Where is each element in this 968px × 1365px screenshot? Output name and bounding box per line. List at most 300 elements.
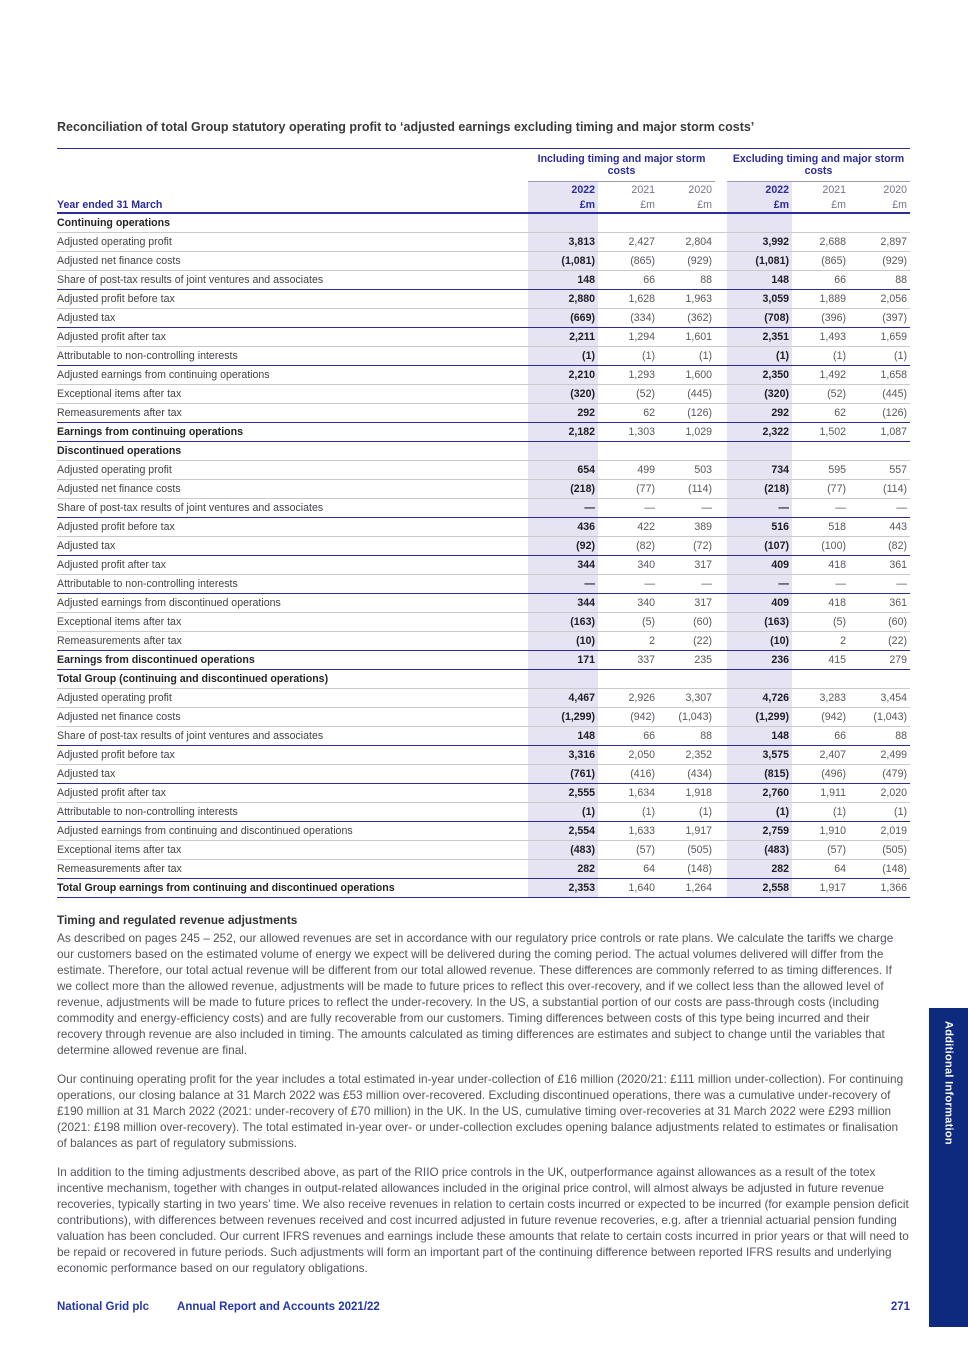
value-cell: (72): [693, 540, 712, 552]
value-cell: 2,210: [528, 366, 598, 384]
col-gap: [715, 197, 727, 212]
value-cell: 2,353: [528, 879, 598, 897]
total-row: [57, 423, 910, 442]
table-group-header-row: [57, 149, 910, 182]
col-gap: [715, 632, 727, 650]
row-label: Adjusted net finance costs: [57, 255, 181, 267]
value-cell: (22): [888, 635, 907, 647]
value-cell: (1): [833, 806, 846, 818]
col-gap: [715, 803, 727, 821]
value-cell: 62: [643, 407, 655, 419]
col-gap: [715, 594, 727, 612]
value-cell: (334): [630, 312, 655, 324]
value-cell: (100): [821, 540, 846, 552]
value-cell: 317: [694, 597, 712, 609]
group-header-gap: [715, 153, 727, 182]
value-cell: 66: [834, 730, 846, 742]
row-label: Adjusted profit after tax: [57, 787, 166, 799]
value-cell: 418: [828, 559, 846, 571]
value-cell: (218): [727, 480, 792, 498]
value-cell: (1,081): [727, 252, 792, 270]
value-cell: 1,600: [685, 369, 712, 381]
table-row: [57, 746, 910, 765]
year-header: 2022: [528, 182, 598, 197]
years-row-spacer: [57, 182, 528, 197]
value-cell: 292: [727, 404, 792, 422]
value-cell: 1,493: [819, 331, 846, 343]
value-cell: 2,897: [880, 236, 907, 248]
narrative-paragraph-3: In addition to the timing adjustments described above, as part of the RIIO price controls in the UK, outperformance against allowances as a result of the totex incentive mechanism, together with changes in output-related allowances included in the original price control, will almost always be adjusted in future revenue recoveries, typically starting in two years’ time. We also receive revenues in relation to certain costs incurred or expected to be incurred (for example pension deficit contributions), with differences between revenues received and cost incurred adjusted in future revenue recoveries, e.g. after a triennial actuarial pension funding valuation has been concluded. Our current IFRS revenues and earnings include these amounts that relate to certain costs incurred in prior years or that will need to be repaid or recovered in future periods. Such adjustments will form an important part of the continuing difference between reported IFRS results and underlying economic performance based on our regulatory obligations.: [57, 1165, 909, 1275]
value-cell: [849, 670, 910, 688]
row-label: Attributable to non-controlling interests: [57, 806, 238, 818]
table-row: [57, 518, 910, 537]
value-cell: (445): [882, 388, 907, 400]
row-label: Remeasurements after tax: [57, 635, 182, 647]
years-row: [57, 182, 910, 197]
value-cell: 1,303: [628, 426, 655, 438]
col-gap: [715, 233, 727, 251]
col-gap: [715, 347, 727, 365]
value-cell: (1): [528, 347, 598, 365]
value-cell: 88: [700, 730, 712, 742]
row-label: Adjusted net finance costs: [57, 711, 181, 723]
value-cell: —: [727, 575, 792, 593]
value-cell: (1): [528, 803, 598, 821]
year-header: 2020: [688, 183, 712, 196]
value-cell: (708): [727, 309, 792, 327]
table-row: [57, 309, 910, 328]
value-cell: 443: [889, 521, 907, 533]
value-cell: 1,264: [685, 882, 712, 894]
value-cell: —: [701, 502, 712, 514]
section-row: [57, 214, 910, 233]
value-cell: (929): [687, 255, 712, 267]
narrative-paragraph-2: Our continuing operating profit for the year includes a total estimated in-year under-collection of £16 million (2020/21: £111 million under-collection). For continuing operations, our closing balance at 31 March 2022 was £53 million over-recovered. Excluding discontinued operations, there was a cumulative under-recovery of £190 million at 31 March 2022 (2021: under-recovery of £70 million) in the UK. In the US, cumulative timing over-recoveries at 31 March 2022 were £293 million (2021: £198 million over-recovery). The total estimated in-year over- or under-collection excludes opening balance adjustments related to estimates or finalisation of balances as part of regulatory submissions.: [57, 1072, 904, 1150]
row-label: Adjusted earnings from continuing and discontinued operations: [57, 825, 353, 837]
value-cell: (505): [882, 844, 907, 856]
value-cell: 148: [528, 727, 598, 745]
value-cell: 2,056: [880, 293, 907, 305]
value-cell: (1): [699, 806, 712, 818]
col-gap: [715, 841, 727, 859]
year-header: 2022: [727, 182, 792, 197]
value-cell: 361: [889, 559, 907, 571]
value-cell: 4,726: [727, 689, 792, 707]
col-gap: [715, 442, 727, 460]
value-cell: 279: [889, 654, 907, 666]
row-label: Adjusted profit before tax: [57, 749, 175, 761]
table-row: [57, 708, 910, 727]
value-cell: 1,294: [628, 331, 655, 343]
value-cell: (92): [528, 537, 598, 555]
value-cell: 1,633: [628, 825, 655, 837]
value-cell: 2,804: [685, 236, 712, 248]
group-header-spacer: [57, 153, 528, 182]
unit-header: £m: [697, 198, 712, 211]
value-cell: 337: [637, 654, 655, 666]
value-cell: [598, 214, 658, 232]
table-row: [57, 784, 910, 803]
value-cell: (77): [636, 483, 655, 495]
table-body: [57, 214, 910, 898]
row-label: Adjusted tax: [57, 312, 116, 324]
row-label: Adjusted profit before tax: [57, 521, 175, 533]
value-cell: [727, 670, 792, 688]
value-cell: 557: [889, 464, 907, 476]
value-cell: (397): [882, 312, 907, 324]
value-cell: 1,502: [819, 426, 846, 438]
value-cell: 317: [694, 559, 712, 571]
value-cell: 66: [834, 274, 846, 286]
value-cell: [598, 442, 658, 460]
value-cell: 1,492: [819, 369, 846, 381]
value-cell: 3,059: [727, 290, 792, 308]
value-cell: 2,558: [727, 879, 792, 897]
row-label: Adjusted profit after tax: [57, 331, 166, 343]
value-cell: 88: [700, 274, 712, 286]
table-row: [57, 366, 910, 385]
value-cell: 2,760: [727, 784, 792, 802]
table-row: [57, 822, 910, 841]
value-cell: 1,640: [628, 882, 655, 894]
col-gap: [715, 385, 727, 403]
value-cell: [849, 214, 910, 232]
col-gap: [715, 461, 727, 479]
value-cell: 1,659: [880, 331, 907, 343]
value-cell: —: [701, 578, 712, 590]
value-cell: 2,688: [819, 236, 846, 248]
value-cell: (815): [727, 765, 792, 783]
row-label: Share of post-tax results of joint ventures and associates: [57, 502, 324, 514]
value-cell: (10): [727, 632, 792, 650]
row-label: Exceptional items after tax: [57, 844, 182, 856]
value-cell: (865): [630, 255, 655, 267]
col-gap: [715, 537, 727, 555]
additional-information-tab[interactable]: [929, 1008, 968, 1327]
row-label: Remeasurements after tax: [57, 407, 182, 419]
value-cell: 654: [528, 461, 598, 479]
value-cell: 2,926: [628, 692, 655, 704]
value-cell: 3,283: [819, 692, 846, 704]
col-gap: [715, 328, 727, 346]
value-cell: 503: [694, 464, 712, 476]
value-cell: —: [835, 578, 846, 590]
value-cell: [598, 670, 658, 688]
value-cell: [849, 442, 910, 460]
row-label: Share of post-tax results of joint ventures and associates: [57, 274, 324, 286]
value-cell: 361: [889, 597, 907, 609]
value-cell: 88: [895, 274, 907, 286]
table-row: [57, 233, 910, 252]
section-row: [57, 670, 910, 689]
col-gap: [715, 651, 727, 669]
row-label: Adjusted net finance costs: [57, 483, 181, 495]
footer-page-number: 271: [890, 1301, 910, 1313]
row-label: Earnings from continuing operations: [57, 426, 243, 438]
value-cell: (865): [821, 255, 846, 267]
row-label: Adjusted tax: [57, 768, 116, 780]
value-cell: 62: [834, 407, 846, 419]
value-cell: —: [896, 502, 907, 514]
value-cell: [727, 442, 792, 460]
row-label: Continuing operations: [57, 217, 170, 229]
value-cell: (362): [687, 312, 712, 324]
value-cell: (218): [528, 480, 598, 498]
value-cell: 344: [528, 556, 598, 574]
col-gap: [715, 480, 727, 498]
col-gap: [715, 556, 727, 574]
col-gap: [715, 252, 727, 270]
table-row: [57, 575, 910, 594]
row-label: Total Group earnings from continuing and discontinued operations: [57, 882, 395, 894]
table-row: [57, 556, 910, 575]
narrative-paragraph-1: As described on pages 245 – 252, our allowed revenues are set in accordance with our regulatory price controls or rate plans. We calculate the tariffs we charge our customers based on the estimated volume of energy we expect will be delivered during the coming period. The actual volumes delivered will differ from the estimate. Therefore, our total actual revenue will be different from our total allowed revenue. These differences are commonly referred to as timing differences. If we collect more than the allowed revenue, adjustments will be made to future prices to reflect this over-recovery, and if we collect less than the allowed level of revenue, adjustments will be made to future prices to reflect the under-recovery. In the US, a substantial portion of our costs are pass-through costs (including commodity and energy-efficiency costs) and are fully recoverable from our customers. Timing differences between costs of this type being incurred and their recovery through revenue are also included in timing. The amounts calculated as timing differences are estimates and subject to change until the variables that determine allowed revenue are final.: [57, 931, 894, 1057]
table-row: [57, 461, 910, 480]
value-cell: (148): [687, 863, 712, 875]
value-cell: 2,020: [880, 787, 907, 799]
value-cell: (483): [528, 841, 598, 859]
page-title: Reconciliation of total Group statutory operating profit to ‘adjusted earnings excluding timing and major storm costs’: [57, 120, 755, 134]
value-cell: —: [835, 502, 846, 514]
value-cell: [792, 670, 849, 688]
value-cell: 148: [727, 271, 792, 289]
value-cell: 1,601: [685, 331, 712, 343]
section-row: [57, 442, 910, 461]
value-cell: 2,351: [727, 328, 792, 346]
col-gap: [715, 271, 727, 289]
table-row: [57, 328, 910, 347]
value-cell: 292: [528, 404, 598, 422]
table-row: [57, 803, 910, 822]
value-cell: 66: [643, 274, 655, 286]
table-row: [57, 385, 910, 404]
value-cell: —: [896, 578, 907, 590]
group-header-including: Including timing and major storm costs: [528, 153, 715, 182]
col-gap: [715, 784, 727, 802]
value-cell: [658, 670, 715, 688]
year-header: 2020: [883, 183, 907, 196]
value-cell: 340: [637, 559, 655, 571]
value-cell: [792, 214, 849, 232]
value-cell: 518: [828, 521, 846, 533]
value-cell: (1): [894, 350, 907, 362]
unit-header: £m: [528, 197, 598, 212]
value-cell: (479): [882, 768, 907, 780]
row-label: Exceptional items after tax: [57, 388, 182, 400]
value-cell: (669): [528, 309, 598, 327]
row-label: Attributable to non-controlling interests: [57, 578, 238, 590]
value-cell: 1,628: [628, 293, 655, 305]
value-cell: 64: [643, 863, 655, 875]
value-cell: (1,081): [528, 252, 598, 270]
value-cell: 2: [649, 635, 655, 647]
footer-company-name: National Grid plc: [57, 1301, 150, 1313]
value-cell: 3,992: [727, 233, 792, 251]
value-cell: 516: [727, 518, 792, 536]
additional-information-tab-label: Additional Information: [942, 1021, 955, 1145]
col-gap: [715, 727, 727, 745]
value-cell: 3,575: [727, 746, 792, 764]
value-cell: 2,407: [819, 749, 846, 761]
col-gap: [715, 765, 727, 783]
col-gap: [715, 822, 727, 840]
value-cell: 344: [528, 594, 598, 612]
value-cell: 88: [895, 730, 907, 742]
table-row: [57, 765, 910, 784]
row-label: Exceptional items after tax: [57, 616, 182, 628]
unit-header: £m: [727, 197, 792, 212]
value-cell: 1,917: [819, 882, 846, 894]
value-cell: —: [644, 502, 655, 514]
value-cell: 2,211: [528, 328, 598, 346]
value-cell: (10): [528, 632, 598, 650]
value-cell: (320): [727, 385, 792, 403]
value-cell: 3,307: [685, 692, 712, 704]
value-cell: 66: [643, 730, 655, 742]
value-cell: (163): [528, 613, 598, 631]
table-row: [57, 727, 910, 746]
col-gap: [715, 182, 727, 197]
row-label: Remeasurements after tax: [57, 863, 182, 875]
value-cell: 340: [637, 597, 655, 609]
value-cell: (126): [882, 407, 907, 419]
row-label: Adjusted earnings from discontinued operations: [57, 597, 281, 609]
value-cell: (942): [821, 711, 846, 723]
value-cell: (52): [827, 388, 846, 400]
value-cell: (163): [727, 613, 792, 631]
value-cell: 235: [694, 654, 712, 666]
value-cell: 422: [637, 521, 655, 533]
value-cell: 2,182: [528, 423, 598, 441]
value-cell: (22): [693, 635, 712, 647]
value-cell: (60): [693, 616, 712, 628]
row-label: Adjusted profit after tax: [57, 559, 166, 571]
value-cell: 1,293: [628, 369, 655, 381]
value-cell: —: [727, 499, 792, 517]
row-label: Adjusted earnings from continuing operations: [57, 369, 270, 381]
col-gap: [715, 499, 727, 517]
value-cell: (107): [727, 537, 792, 555]
total-row: [57, 879, 910, 898]
col-gap: [715, 404, 727, 422]
value-cell: 4,467: [528, 689, 598, 707]
row-label: Adjusted operating profit: [57, 464, 172, 476]
value-cell: 436: [528, 518, 598, 536]
value-cell: 2,554: [528, 822, 598, 840]
value-cell: (320): [528, 385, 598, 403]
table-row: [57, 404, 910, 423]
row-label: Discontinued operations: [57, 445, 182, 457]
table-row: [57, 537, 910, 556]
value-cell: [658, 442, 715, 460]
value-cell: (483): [727, 841, 792, 859]
col-gap: [715, 309, 727, 327]
value-cell: (1): [727, 347, 792, 365]
value-cell: (126): [687, 407, 712, 419]
value-cell: 2,427: [628, 236, 655, 248]
value-cell: 409: [727, 594, 792, 612]
value-cell: 499: [637, 464, 655, 476]
value-cell: 148: [528, 271, 598, 289]
col-gap: [715, 290, 727, 308]
value-cell: 2,555: [528, 784, 598, 802]
value-cell: (1): [833, 350, 846, 362]
value-cell: 409: [727, 556, 792, 574]
value-cell: (114): [688, 483, 712, 495]
value-cell: (57): [636, 844, 655, 856]
row-label: Adjusted operating profit: [57, 692, 172, 704]
col-gap: [715, 518, 727, 536]
value-cell: 148: [727, 727, 792, 745]
value-cell: 389: [694, 521, 712, 533]
col-gap: [715, 746, 727, 764]
value-cell: 1,917: [685, 825, 712, 837]
value-cell: 734: [727, 461, 792, 479]
value-cell: 418: [828, 597, 846, 609]
unit-header: £m: [831, 198, 846, 211]
unit-header: £m: [640, 198, 655, 211]
table-row: [57, 613, 910, 632]
value-cell: (5): [642, 616, 655, 628]
value-cell: —: [528, 575, 598, 593]
value-cell: (60): [888, 616, 907, 628]
value-cell: (434): [687, 768, 712, 780]
col-gap: [715, 670, 727, 688]
table-row: [57, 271, 910, 290]
value-cell: (1,299): [727, 708, 792, 726]
value-cell: 1,366: [880, 882, 907, 894]
value-cell: [528, 670, 598, 688]
row-label: Adjusted operating profit: [57, 236, 172, 248]
value-cell: 171: [528, 651, 598, 669]
row-label: Adjusted profit before tax: [57, 293, 175, 305]
unit-header: £m: [892, 198, 907, 211]
table-row: [57, 594, 910, 613]
col-gap: [715, 613, 727, 631]
value-cell: (505): [687, 844, 712, 856]
value-cell: 3,454: [880, 692, 907, 704]
value-cell: (1,299): [528, 708, 598, 726]
value-cell: —: [644, 578, 655, 590]
row-label: Share of post-tax results of joint ventures and associates: [57, 730, 324, 742]
value-cell: (929): [882, 255, 907, 267]
page-content: [57, 120, 910, 1289]
col-gap: [715, 366, 727, 384]
value-cell: (148): [882, 863, 907, 875]
value-cell: (82): [636, 540, 655, 552]
page-footer: [57, 1301, 910, 1313]
value-cell: (396): [821, 312, 846, 324]
value-cell: 2,499: [880, 749, 907, 761]
value-cell: (942): [630, 711, 655, 723]
value-cell: 1,634: [628, 787, 655, 799]
value-cell: 2,350: [727, 366, 792, 384]
value-cell: (114): [883, 483, 907, 495]
value-cell: (761): [528, 765, 598, 783]
value-cell: 595: [828, 464, 846, 476]
col-gap: [715, 879, 727, 897]
table-row: [57, 841, 910, 860]
value-cell: (57): [827, 844, 846, 856]
year-ended-label: Year ended 31 March: [57, 198, 163, 211]
value-cell: (1): [727, 803, 792, 821]
value-cell: 1,911: [820, 787, 846, 799]
value-cell: (1): [642, 350, 655, 362]
value-cell: (1): [699, 350, 712, 362]
value-cell: 236: [727, 651, 792, 669]
value-cell: 1,889: [819, 293, 846, 305]
value-cell: [528, 214, 598, 232]
